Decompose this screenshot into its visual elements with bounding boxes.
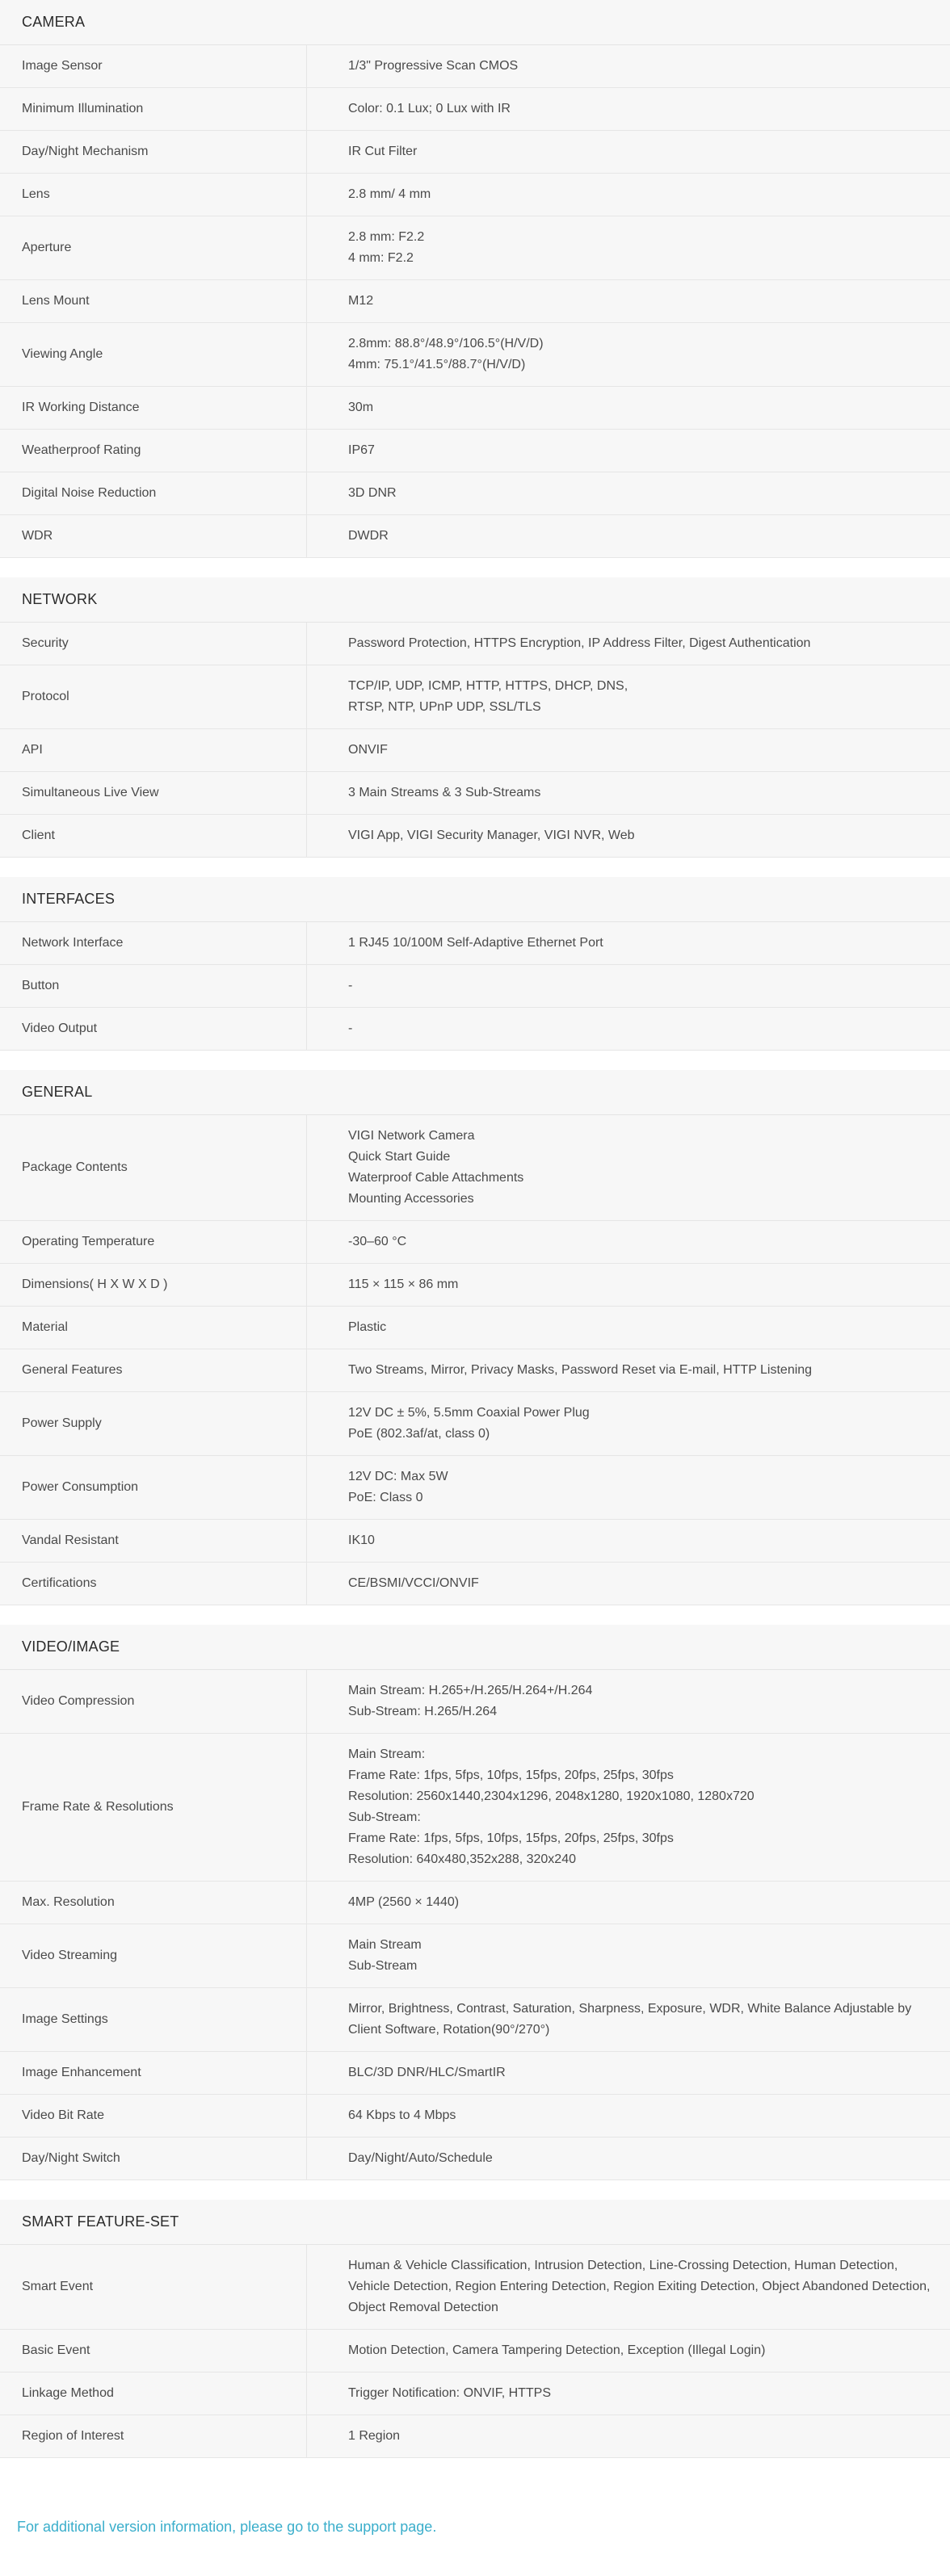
spec-label: Max. Resolution (0, 1882, 307, 1924)
spec-value: - (348, 979, 353, 992)
spec-label: API (0, 729, 307, 771)
spec-row (0, 1221, 950, 1264)
spec-value: Day/Night/Auto/Schedule (348, 2151, 493, 2165)
spec-value: 1 Region (348, 2429, 401, 2443)
spec-row (0, 1924, 950, 1988)
section-spacer (0, 2458, 950, 2477)
spec-label: Video Bit Rate (0, 2095, 307, 2137)
spec-value: Main Stream: H.265+/H.265/H.264+/H.264 Sub-Stream: H.265/H.264 (348, 1684, 593, 1718)
spec-value: 1/3" Progressive Scan CMOS (348, 59, 519, 73)
spec-row (0, 922, 950, 965)
spec-section-network (0, 577, 950, 858)
spec-label: Dimensions( H X W X D ) (0, 1264, 307, 1306)
spec-row (0, 45, 950, 88)
spec-value: BLC/3D DNR/HLC/SmartIR (348, 2066, 506, 2079)
spec-row (0, 1349, 950, 1392)
spec-row (0, 430, 950, 472)
spec-value: 64 Kbps to 4 Mbps (348, 2108, 456, 2122)
spec-value: -30–60 °C (348, 1235, 407, 1248)
spec-value: ONVIF (348, 743, 388, 757)
spec-value: Motion Detection, Camera Tampering Detection, Exception (Illegal Login) (348, 2343, 766, 2357)
section-spacer (0, 1605, 950, 1625)
support-note (0, 2477, 950, 2576)
spec-label: Aperture (0, 216, 307, 279)
spec-label: Weatherproof Rating (0, 430, 307, 472)
spec-value: 1 RJ45 10/100M Self-Adaptive Ethernet Port (348, 936, 603, 950)
spec-value: DWDR (348, 529, 389, 543)
spec-label: Image Enhancement (0, 2052, 307, 2094)
spec-label: Video Compression (0, 1670, 307, 1733)
spec-value: Main Stream: Frame Rate: 1fps, 5fps, 10fps, 15fps, 20fps, 25fps, 30fps Resolution: 2560x1440,2304x1296, 2048x1280, 1920x1080, 1280x720 Sub-Stream: Frame Rate: 1fps, 5fps, 10fps, 15fps, 20fps, 25fps, 30fps Resolution: 640x480,352x288, 320x240 (348, 1747, 755, 1866)
spec-label: Video Output (0, 1008, 307, 1050)
section-title: INTERFACES (0, 877, 950, 922)
spec-row (0, 1115, 950, 1221)
spec-label: Power Consumption (0, 1456, 307, 1519)
spec-row (0, 2245, 950, 2330)
spec-value: IK10 (348, 1533, 375, 1547)
spec-value: 2.8 mm/ 4 mm (348, 187, 431, 201)
section-title: CAMERA (0, 0, 950, 45)
spec-label: Region of Interest (0, 2415, 307, 2457)
spec-row (0, 1520, 950, 1563)
section-title: NETWORK (0, 577, 950, 623)
spec-row (0, 772, 950, 815)
section-title: VIDEO/IMAGE (0, 1625, 950, 1670)
spec-label: Smart Event (0, 2245, 307, 2329)
spec-row (0, 216, 950, 280)
spec-row (0, 1734, 950, 1882)
spec-label: Button (0, 965, 307, 1007)
spec-row (0, 1988, 950, 2052)
spec-row (0, 2095, 950, 2138)
spec-label: Package Contents (0, 1115, 307, 1220)
spec-value: 3D DNR (348, 486, 397, 500)
spec-row (0, 1456, 950, 1520)
spec-label: Image Settings (0, 1988, 307, 2051)
spec-row (0, 387, 950, 430)
spec-value: - (348, 1022, 353, 1035)
section-title: GENERAL (0, 1070, 950, 1115)
spec-value: Human & Vehicle Classification, Intrusion Detection, Line-Crossing Detection, Human Detection, Vehicle Detection, Region Entering Detection, Region Exiting Detection, Object Abandoned Detection, Object Removal Detection (348, 2259, 931, 2314)
spec-label: Minimum Illumination (0, 88, 307, 130)
spec-row (0, 2330, 950, 2373)
spec-value: 3 Main Streams & 3 Sub-Streams (348, 786, 541, 799)
spec-row (0, 2415, 950, 2458)
spec-value: 30m (348, 401, 374, 414)
spec-value: 12V DC: Max 5W PoE: Class 0 (348, 1470, 448, 1504)
spec-row (0, 2373, 950, 2415)
spec-label: Day/Night Switch (0, 2138, 307, 2180)
spec-label: General Features (0, 1349, 307, 1391)
spec-row (0, 174, 950, 216)
section-spacer (0, 858, 950, 877)
spec-row (0, 1882, 950, 1924)
spec-label: Viewing Angle (0, 323, 307, 386)
spec-row (0, 1670, 950, 1734)
spec-row (0, 815, 950, 858)
spec-row (0, 280, 950, 323)
spec-value: VIGI App, VIGI Security Manager, VIGI NVR, Web (348, 829, 635, 842)
spec-value: IP67 (348, 443, 375, 457)
spec-label: Security (0, 623, 307, 665)
section-spacer (0, 2180, 950, 2200)
spec-value: Trigger Notification: ONVIF, HTTPS (348, 2386, 552, 2400)
section-spacer (0, 558, 950, 577)
spec-value: IR Cut Filter (348, 145, 418, 158)
spec-row (0, 2138, 950, 2180)
spec-row (0, 1008, 950, 1051)
section-spacer (0, 1051, 950, 1070)
spec-value: VIGI Network Camera Quick Start Guide Waterproof Cable Attachments Mounting Accessories (348, 1129, 524, 1206)
spec-value: 12V DC ± 5%, 5.5mm Coaxial Power Plug PoE (802.3af/at, class 0) (348, 1406, 590, 1441)
spec-section-camera (0, 0, 950, 558)
spec-value: 4MP (2560 × 1440) (348, 1895, 460, 1909)
spec-row (0, 1392, 950, 1456)
spec-label: Lens (0, 174, 307, 216)
spec-label: Lens Mount (0, 280, 307, 322)
spec-row (0, 965, 950, 1008)
spec-value: M12 (348, 294, 374, 308)
spec-label: Linkage Method (0, 2373, 307, 2414)
spec-section-general (0, 1070, 950, 1605)
section-title: SMART FEATURE-SET (0, 2200, 950, 2245)
spec-label: Power Supply (0, 1392, 307, 1455)
spec-value: Two Streams, Mirror, Privacy Masks, Password Reset via E-mail, HTTP Listening (348, 1363, 813, 1377)
spec-label: WDR (0, 515, 307, 557)
spec-value: Mirror, Brightness, Contrast, Saturation, Sharpness, Exposure, WDR, White Balance Adjustable by Client Software, Rotation(90°/270°) (348, 2002, 912, 2037)
spec-value: Password Protection, HTTPS Encryption, IP Address Filter, Digest Authentication (348, 636, 811, 650)
support-page-link[interactable]: For additional version information, please go to the support page. (17, 2518, 437, 2535)
spec-label: Client (0, 815, 307, 857)
spec-label: Frame Rate & Resolutions (0, 1734, 307, 1881)
spec-value: CE/BSMI/VCCI/ONVIF (348, 1576, 479, 1590)
spec-label: Network Interface (0, 922, 307, 964)
spec-row (0, 131, 950, 174)
spec-row (0, 1307, 950, 1349)
spec-label: Image Sensor (0, 45, 307, 87)
spec-label: Material (0, 1307, 307, 1349)
spec-row (0, 2052, 950, 2095)
spec-row (0, 323, 950, 387)
spec-row (0, 665, 950, 729)
spec-label: Day/Night Mechanism (0, 131, 307, 173)
spec-label: Basic Event (0, 2330, 307, 2372)
spec-section-video-image (0, 1625, 950, 2180)
spec-value: Main Stream Sub-Stream (348, 1938, 422, 1973)
spec-row (0, 1264, 950, 1307)
spec-value: Color: 0.1 Lux; 0 Lux with IR (348, 102, 511, 115)
spec-value: Plastic (348, 1320, 387, 1334)
spec-label: Certifications (0, 1563, 307, 1605)
spec-row (0, 88, 950, 131)
spec-section-interfaces (0, 877, 950, 1051)
spec-value: 2.8 mm: F2.2 4 mm: F2.2 (348, 230, 425, 265)
spec-value: 115 × 115 × 86 mm (348, 1278, 459, 1291)
spec-label: IR Working Distance (0, 387, 307, 429)
spec-section-smart-feature-set (0, 2200, 950, 2458)
spec-row (0, 1563, 950, 1605)
spec-row (0, 472, 950, 515)
spec-value: 2.8mm: 88.8°/48.9°/106.5°(H/V/D) 4mm: 75.1°/41.5°/88.7°(H/V/D) (348, 337, 544, 371)
spec-value: TCP/IP, UDP, ICMP, HTTP, HTTPS, DHCP, DNS, RTSP, NTP, UPnP UDP, SSL/TLS (348, 679, 628, 714)
spec-row (0, 515, 950, 558)
spec-label: Video Streaming (0, 1924, 307, 1987)
spec-label: Protocol (0, 665, 307, 728)
spec-row (0, 729, 950, 772)
spec-label: Simultaneous Live View (0, 772, 307, 814)
spec-label: Digital Noise Reduction (0, 472, 307, 514)
spec-label: Operating Temperature (0, 1221, 307, 1263)
spec-label: Vandal Resistant (0, 1520, 307, 1562)
spec-row (0, 623, 950, 665)
